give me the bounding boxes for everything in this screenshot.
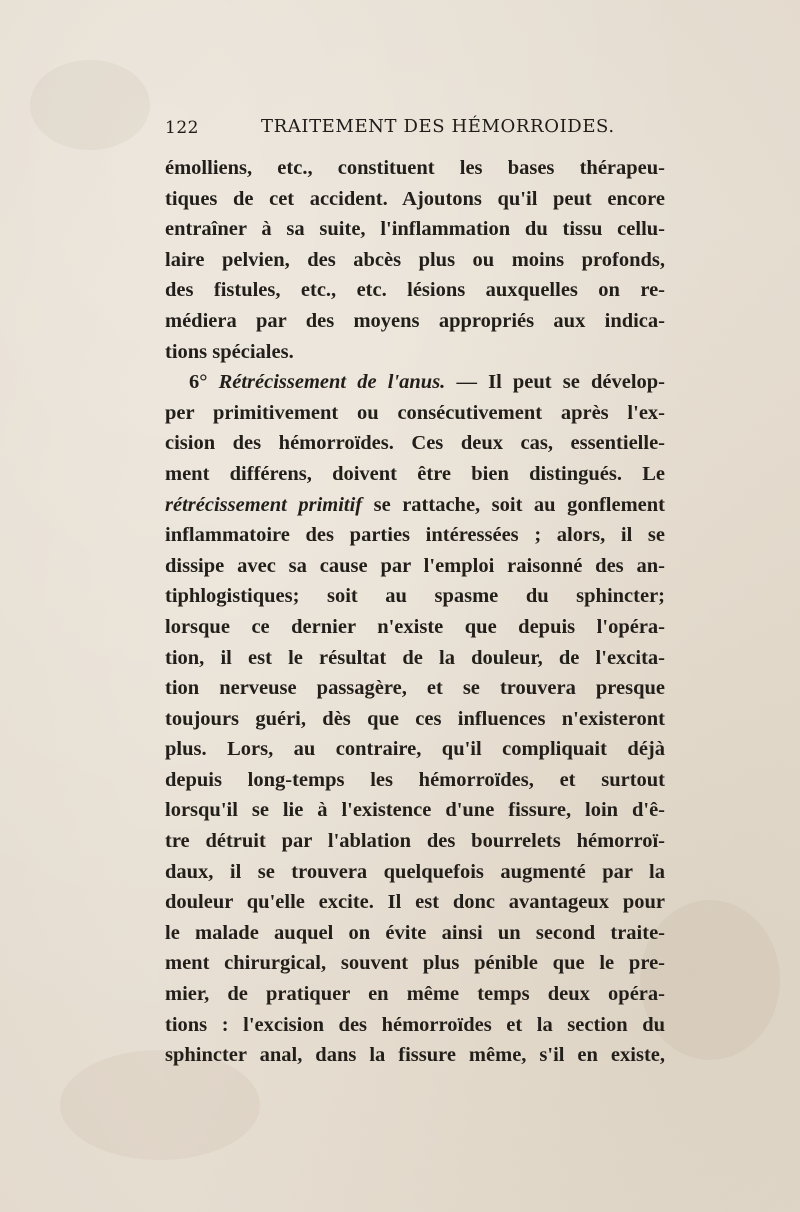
- text-line: laire pelvien, des abcès plus ou moins profonds,: [165, 248, 665, 271]
- body-text: [165, 153, 665, 1071]
- text-line: sphincter anal, dans la fissure même, s'il en existe,: [165, 1044, 665, 1067]
- text-line: ment chirurgical, souvent plus pénible que le pre-: [165, 952, 665, 975]
- text-line: tre détruit par l'ablation des bourrelets hémorroï-: [165, 830, 665, 853]
- text-line: entraîner à sa suite, l'inflammation du tissu cellu-: [165, 218, 665, 241]
- section-heading-line: [165, 367, 665, 398]
- text-line: ment différens, doivent être bien distingués. Le: [165, 462, 665, 485]
- text-line: tions spéciales.: [165, 340, 294, 363]
- text-line: lorsque ce dernier n'existe que depuis l'opéra-: [165, 615, 665, 638]
- text-line: lorsqu'il se lie à l'existence d'une fissure, loin d'ê-: [165, 799, 665, 822]
- text-line: toujours guéri, dès que ces influences n'existeront: [165, 707, 665, 730]
- text-line: tions : l'excision des hémorroïdes et la section du: [165, 1013, 665, 1036]
- text-line: émolliens, etc., constituent les bases thérapeu-: [165, 157, 665, 179]
- text-line: médiera par des moyens appropriés aux indica-: [165, 309, 665, 332]
- text-line: depuis long-temps les hémorroïdes, et surtout: [165, 768, 665, 791]
- italic-term: rétrécissement primitif: [165, 493, 363, 516]
- text-line: cision des hémorroïdes. Ces deux cas, essentielle-: [165, 432, 665, 455]
- text-line: tion, il est le résultat de la douleur, de l'excita-: [165, 646, 665, 669]
- text-line: [165, 490, 665, 521]
- section-title: Rétrécissement de l'anus.: [218, 371, 446, 394]
- text-line: inflammatoire des parties intéressées ; alors, il se: [165, 524, 665, 547]
- page-number: 122: [165, 118, 199, 138]
- text-line: plus. Lors, au contraire, qu'il compliquait déjà: [165, 738, 665, 761]
- text-line: tiphlogistiques; soit au spasme du sphincter;: [165, 585, 665, 608]
- text-line: douleur qu'elle excite. Il est donc avantageux pour: [165, 891, 665, 914]
- section-number: 6°: [189, 371, 219, 394]
- text-fragment: se rattache, soit au gonflement: [362, 493, 665, 516]
- running-title: TRAITEMENT DES HÉMORROIDES.: [261, 116, 615, 137]
- text-line: daux, il se trouvera quelquefois augmenté par la: [165, 860, 665, 883]
- text-line: per primitivement ou consécutivement après l'ex-: [165, 401, 665, 424]
- text-line: tiques de cet accident. Ajoutons qu'il peut encore: [165, 187, 665, 210]
- text-fragment: — Il peut se dévelop-: [445, 371, 666, 394]
- text-line: mier, de pratiquer en même temps deux opéra-: [165, 983, 665, 1006]
- text-line: le malade auquel on évite ainsi un second traite-: [165, 921, 665, 944]
- text-line: tion nerveuse passagère, et se trouvera presque: [165, 677, 665, 700]
- text-line: des fistules, etc., etc. lésions auxquelles on re-: [165, 279, 665, 302]
- paper-stain: [30, 60, 150, 150]
- page-header: [165, 114, 665, 144]
- text-line: dissipe avec sa cause par l'emploi raisonné des an-: [165, 554, 665, 577]
